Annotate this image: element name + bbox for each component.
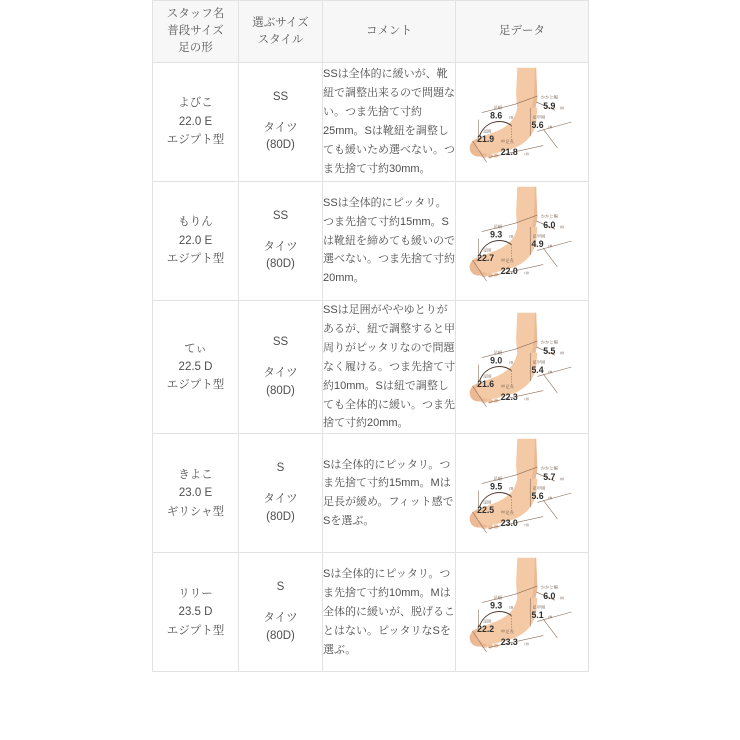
comment-cell: SSは足囲がややゆとりがあるが、紐で調整すると甲周りがピッタリなので問題なく履ける。つま先捨て寸約10mm。Sは紐で調整しても全体的に緩い。つま先捨て寸約20mm。 [323, 301, 456, 434]
instep-girth-label: 足甲囲 [532, 485, 546, 491]
foot-width-label: 足幅 [493, 350, 503, 356]
staff-usual-size: 23.0 E [178, 487, 213, 500]
measurement-heel-width [541, 93, 565, 111]
heel-width-unit: ㎝ [559, 476, 564, 482]
size-style: タイツ [263, 366, 298, 379]
size-denier: (80D) [266, 384, 295, 397]
table-row [153, 553, 589, 672]
table-header [153, 1, 589, 63]
staff-foot-shape: エジプト型 [166, 379, 225, 392]
size-cell [239, 182, 323, 301]
foot-length-unit: ㎝ [524, 396, 529, 402]
heel-width-value: 5.5 [543, 346, 556, 357]
header-staff-line-3: 足の形 [178, 41, 213, 54]
size-spacer [239, 478, 322, 491]
header-size-line-2: スタイル [257, 33, 304, 46]
foot-illustration [470, 68, 538, 159]
foot-length-value: 23.0 [500, 518, 518, 529]
measurement-heel-width [541, 339, 565, 357]
header-size-line-1: 選ぶサイズ [252, 16, 309, 29]
instep-girth-label: 足甲囲 [532, 359, 546, 365]
staff-size-table-container [152, 0, 588, 740]
size-spacer [239, 107, 322, 120]
heel-width-label: かかと幅 [540, 339, 558, 345]
measurement-foot-width [490, 349, 514, 365]
size-denier: (80D) [266, 629, 295, 642]
foot-girth-value: 22.5 [477, 505, 495, 516]
foot-width-label: 足幅 [493, 476, 503, 482]
size-spacer [239, 352, 322, 365]
staff-cell [153, 301, 239, 434]
heel-width-unit: ㎝ [559, 224, 564, 230]
heel-width-label: かかと幅 [540, 94, 558, 100]
measurement-instep-girth [531, 604, 553, 620]
instep-girth-unit: ㎝ [547, 242, 553, 248]
heel-width-label: かかと幅 [540, 584, 558, 590]
foot-girth-value: 21.9 [477, 134, 495, 145]
staff-foot-shape: エジプト型 [166, 253, 225, 266]
heel-width-label: かかと幅 [540, 465, 558, 471]
chosen-size: S [276, 581, 285, 594]
table-row [153, 434, 589, 553]
measurement-instep-girth [531, 359, 553, 375]
header-row [153, 1, 589, 63]
staff-usual-size: 23.5 D [178, 606, 213, 619]
instep-girth-value: 5.6 [531, 119, 544, 130]
chosen-size: SS [272, 90, 289, 103]
size-style: タイツ [263, 240, 298, 253]
heel-width-unit: ㎝ [559, 350, 564, 356]
staff-foot-shape: エジプト型 [166, 134, 225, 147]
foot-measurement-diagram [463, 553, 581, 671]
staff-name: リリー [178, 587, 213, 600]
foot-length-unit: ㎝ [524, 641, 529, 647]
chosen-size: SS [272, 209, 289, 222]
foot-girth-unit: ㎝ [500, 257, 505, 263]
heel-width-value: 6.0 [543, 591, 556, 602]
heel-width-unit: ㎝ [559, 595, 564, 601]
header-foot-data [456, 1, 589, 63]
measurement-instep-girth [531, 113, 553, 129]
foot-data-cell [456, 182, 589, 301]
foot-girth-label: 足囲 [483, 247, 492, 253]
size-cell [239, 63, 323, 182]
staff-cell [153, 63, 239, 182]
measurement-foot-width [490, 594, 514, 610]
comment-cell: Sは全体的にピッタリ。つま先捨て寸約10mm。Mは全体的に緩いが、脱げることはない。ピッタリなSを選ぶ。 [323, 553, 456, 672]
measurement-foot-width [490, 223, 514, 239]
measurement-heel-width [541, 465, 565, 483]
size-cell [239, 434, 323, 553]
foot-girth-unit: ㎝ [500, 509, 505, 515]
measurement-instep-girth [531, 232, 553, 248]
table-body [153, 63, 589, 672]
foot-length-unit: ㎝ [524, 270, 529, 276]
staff-cell [153, 434, 239, 553]
header-comment [323, 1, 456, 63]
foot-measurement-diagram [463, 308, 581, 426]
instep-girth-label: 足甲囲 [532, 114, 546, 120]
instep-girth-value: 4.9 [531, 238, 544, 249]
instep-girth-unit: ㎝ [547, 369, 553, 375]
foot-width-unit: ㎝ [509, 485, 514, 491]
instep-girth-value: 5.4 [531, 365, 544, 376]
foot-width-label: 足幅 [493, 105, 503, 111]
table-row [153, 182, 589, 301]
size-spacer [239, 597, 322, 610]
foot-length-value: 21.8 [500, 147, 518, 158]
foot-length-label: 足長 [505, 258, 514, 264]
foot-girth-unit: ㎝ [500, 383, 505, 389]
table-row [153, 63, 589, 182]
foot-length-label: 足長 [505, 510, 514, 516]
measurement-heel-width [541, 212, 565, 230]
foot-data-cell [456, 553, 589, 672]
instep-girth-unit: ㎝ [547, 614, 553, 620]
foot-girth-label: 足囲 [483, 499, 492, 505]
size-style: タイツ [263, 611, 298, 624]
measurement-heel-width [541, 584, 565, 602]
foot-girth-label: 足囲 [483, 618, 492, 624]
staff-name: もりん [178, 216, 213, 229]
foot-width-label: 足幅 [493, 224, 503, 230]
heel-width-value: 5.7 [543, 472, 556, 483]
header-size [239, 1, 323, 63]
comment-cell: Sは全体的にピッタリ。つま先捨て寸約15mm。Mは足長が緩め。フィット感でSを選ぶ。 [323, 434, 456, 553]
foot-girth-value: 22.7 [477, 253, 495, 264]
foot-width-unit: ㎝ [509, 359, 514, 365]
size-spacer [239, 226, 322, 239]
staff-usual-size: 22.0 E [178, 234, 213, 247]
header-staff [153, 1, 239, 63]
staff-usual-size: 22.5 D [178, 360, 213, 373]
foot-measurement-diagram [463, 434, 581, 552]
foot-width-value: 9.0 [490, 355, 503, 366]
foot-width-value: 8.6 [490, 110, 503, 121]
foot-length-value: 22.3 [500, 392, 518, 403]
foot-length-label: 足長 [505, 139, 514, 145]
foot-girth-unit: ㎝ [500, 138, 505, 144]
comment-cell: SSは全体的にピッタリ。つま先捨て寸約15mm。Sは靴紐を締めても緩いので選べない。つま先捨て寸約20mm。 [323, 182, 456, 301]
foot-length-label: 足長 [505, 629, 514, 635]
heel-width-value: 5.9 [543, 101, 556, 112]
header-staff-line-2: 普段サイズ [167, 25, 224, 38]
size-cell [239, 553, 323, 672]
chosen-size: SS [272, 335, 289, 348]
foot-data-cell [456, 63, 589, 182]
foot-girth-label: 足囲 [483, 373, 492, 379]
foot-illustration [470, 558, 538, 649]
instep-girth-label: 足甲囲 [532, 233, 546, 239]
instep-girth-value: 5.6 [531, 491, 544, 502]
header-foot-data-line-1: 足データ [499, 25, 545, 38]
foot-width-value: 9.3 [490, 229, 503, 240]
foot-data-cell [456, 434, 589, 553]
foot-illustration [470, 187, 538, 278]
foot-girth-value: 21.6 [477, 379, 495, 390]
heel-width-value: 6.0 [543, 220, 556, 231]
foot-width-value: 9.5 [490, 481, 503, 492]
foot-girth-label: 足囲 [483, 128, 492, 134]
foot-length-unit: ㎝ [524, 151, 529, 157]
staff-size-table [152, 0, 589, 672]
size-cell [239, 301, 323, 434]
foot-length-value: 23.3 [500, 637, 518, 648]
size-denier: (80D) [266, 510, 295, 523]
size-denier: (80D) [266, 258, 295, 271]
foot-width-value: 9.3 [490, 600, 503, 611]
foot-illustration [470, 439, 538, 530]
foot-measurement-diagram [463, 63, 581, 181]
heel-width-label: かかと幅 [540, 213, 558, 219]
comment-cell: SSは全体的に緩いが、靴紐で調整出来るので問題ない。つま先捨て寸約25mm。Sは靴紐を調整しても緩いため選べない。つま先捨て寸約30mm。 [323, 63, 456, 182]
header-staff-line-1: スタッフ名 [166, 8, 225, 21]
size-style: タイツ [263, 492, 298, 505]
foot-width-label: 足幅 [493, 595, 503, 601]
measurement-foot-width [490, 475, 514, 491]
instep-girth-unit: ㎝ [547, 495, 553, 501]
staff-cell [153, 553, 239, 672]
size-style: タイツ [263, 121, 298, 134]
foot-width-unit: ㎝ [509, 114, 514, 120]
staff-name: きよこ [178, 468, 213, 481]
foot-length-label: 足長 [505, 384, 514, 390]
table-row [153, 301, 589, 434]
foot-data-cell [456, 301, 589, 434]
foot-illustration [470, 313, 538, 404]
chosen-size: S [276, 462, 285, 475]
heel-width-unit: ㎝ [559, 105, 564, 111]
measurement-foot-width [490, 104, 514, 120]
staff-name: てぃ [184, 342, 207, 355]
staff-cell [153, 182, 239, 301]
staff-foot-shape: エジプト型 [166, 624, 225, 637]
foot-length-value: 22.0 [500, 266, 518, 277]
foot-length-unit: ㎝ [524, 522, 529, 528]
foot-measurement-diagram [463, 182, 581, 300]
measurement-instep-girth [531, 485, 553, 501]
staff-usual-size: 22.0 E [178, 115, 213, 128]
foot-girth-unit: ㎝ [500, 628, 505, 634]
instep-girth-label: 足甲囲 [532, 604, 546, 610]
foot-width-unit: ㎝ [509, 604, 514, 610]
header-comment-line-1: コメント [366, 25, 412, 38]
size-denier: (80D) [266, 139, 295, 152]
foot-girth-value: 22.2 [477, 624, 495, 635]
foot-width-unit: ㎝ [509, 233, 514, 239]
instep-girth-unit: ㎝ [547, 123, 553, 129]
instep-girth-value: 5.1 [531, 610, 544, 621]
staff-foot-shape: ギリシャ型 [166, 505, 225, 518]
staff-name: よびこ [178, 97, 213, 110]
